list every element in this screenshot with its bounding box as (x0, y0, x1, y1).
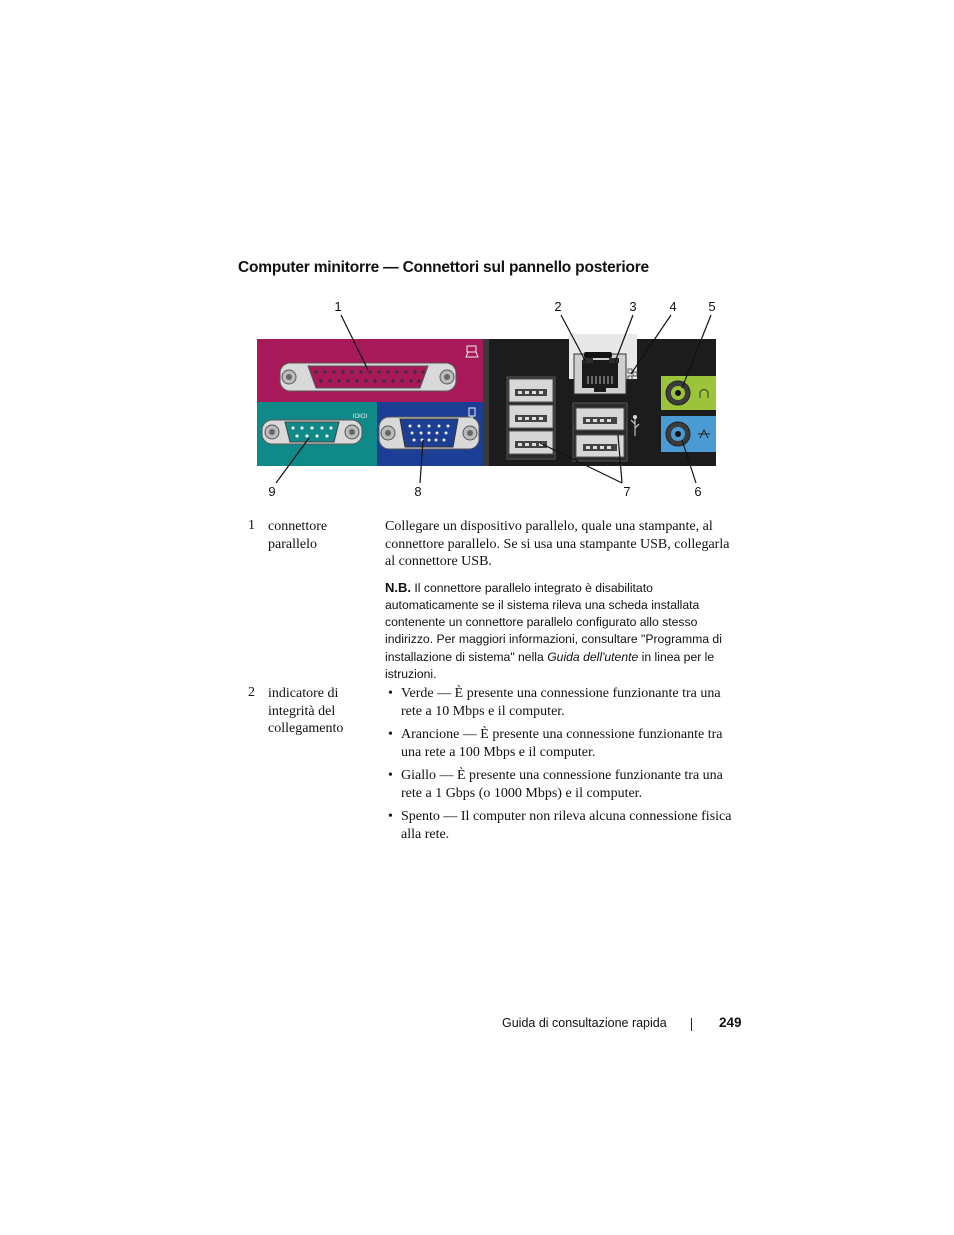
footer-divider (691, 1018, 692, 1031)
note-lead: N.B. (385, 579, 411, 595)
network-connector (574, 352, 626, 394)
table-row (248, 685, 748, 850)
serial-port-label: IOIOI (352, 414, 368, 420)
usb-port (509, 379, 553, 402)
usb-port (576, 435, 624, 457)
section-heading: Computer minitorre — Connettori sul pannello posteriore (238, 259, 649, 276)
description-text: Collegare un dispositivo parallelo, quale una stampante, al connettore parallelo. Se si usa una stampante USB, collegarla al connettore USB. (385, 519, 730, 569)
note-text-end: in linea per le istruzioni. (385, 649, 715, 681)
note-italic: Guida dell'utente (547, 649, 639, 664)
callout-5: 5 (708, 299, 716, 314)
note-block (385, 579, 743, 684)
callout-1: 1 (334, 299, 342, 314)
footer-label: Guida di consultazione rapida (502, 1016, 667, 1030)
table-row (248, 518, 748, 683)
callout-4: 4 (669, 299, 677, 314)
row-number: 1 (248, 518, 255, 533)
page-number: 249 (719, 1015, 742, 1030)
row-term: connettore parallelo (268, 519, 328, 552)
list-item: • Verde — È presente una connessione funzionante tra una rete a 10 Mbps e il computer. (385, 685, 743, 720)
row-description (385, 518, 743, 683)
row-number: 2 (248, 685, 255, 700)
usb-port (509, 405, 553, 428)
usb-port (576, 408, 624, 430)
row-description (385, 685, 743, 849)
vga-connector (379, 417, 479, 449)
callout-2: 2 (554, 299, 562, 314)
callout-3: 3 (629, 299, 637, 314)
callout-6: 6 (694, 484, 702, 499)
list-item: • Arancione — È presente una connessione funzionante tra una rete a 100 Mbps e il computer. (385, 726, 743, 761)
callout-7: 7 (623, 484, 631, 499)
list-item: • Spento — Il computer non rileva alcuna connessione fisica alla rete. (385, 808, 743, 843)
note-text: Il connettore parallelo integrato è disabilitato automaticamente se il sistema rileva una scheda installata contenente un connettore parallelo configurato allo stesso indirizzo. Per maggiori informazioni, consultare "Programma di installazione di sistema" nella (385, 580, 722, 664)
callout-8: 8 (414, 484, 422, 499)
parallel-connector (280, 363, 456, 391)
list-item: • Giallo — È presente una connessione funzionante tra una rete a 1 Gbps (o 1000 Mbps) e il computer. (385, 767, 743, 802)
callout-9: 9 (268, 484, 276, 499)
usb-port (509, 431, 553, 454)
row-term: indicatore di integrità del collegamento (268, 686, 344, 736)
back-panel-figure (230, 290, 740, 510)
status-list (385, 685, 743, 843)
